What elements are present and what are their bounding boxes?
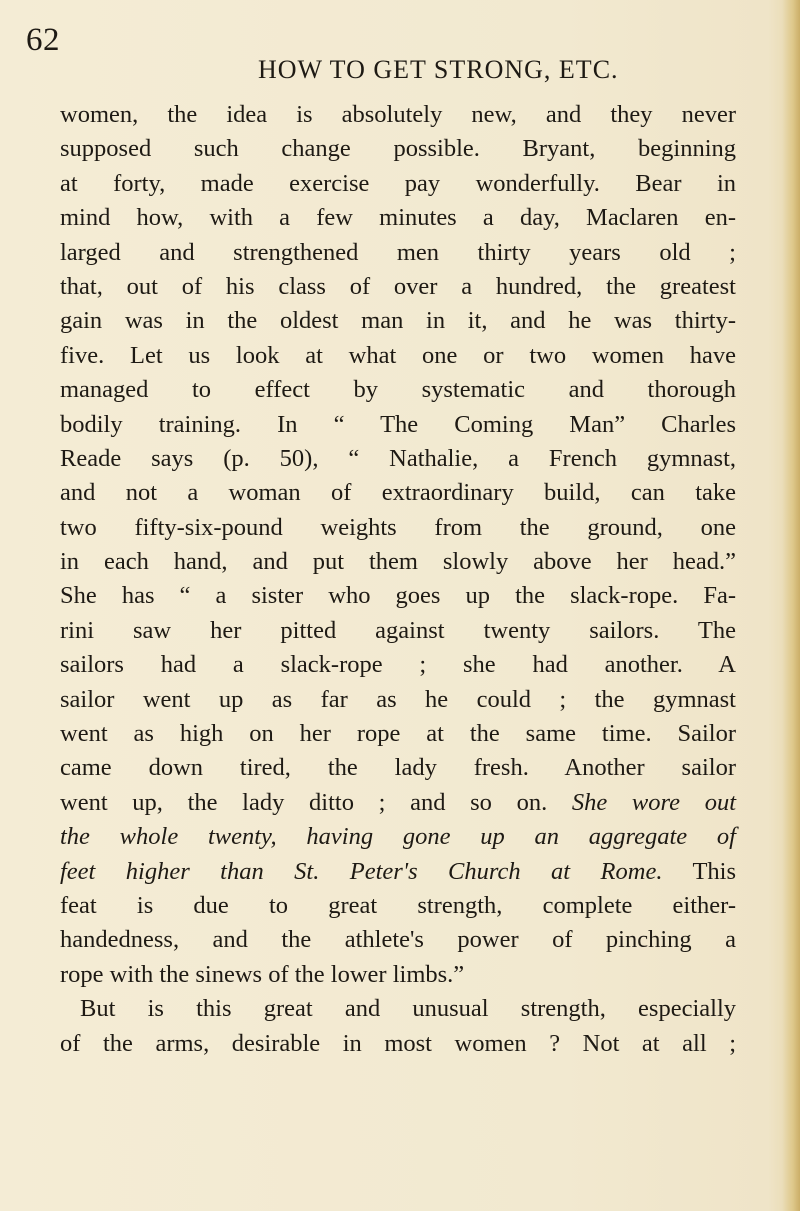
- text-line: rope with the sinews of the lower limbs.”: [60, 960, 465, 988]
- text-line-segment: This: [692, 857, 737, 885]
- text-line: feat is due to great strength, complete either-: [60, 891, 736, 919]
- italic-segment: She wore out: [571, 788, 736, 816]
- text-line: gain was in the oldest man in it, and he was thirty-: [60, 307, 736, 335]
- text-line: two fifty-six-pound weights from the ground, one: [60, 513, 736, 541]
- text-line-segment: went up, the lady ditto ; and so on.: [60, 788, 548, 816]
- body-text: [60, 98, 736, 1061]
- text-line: rini saw her pitted against twenty sailors. The: [60, 616, 736, 644]
- text-line: that, out of his class of over a hundred, the greatest: [60, 272, 736, 300]
- text-line: five. Let us look at what one or two women have: [60, 341, 736, 369]
- page-edge-shadow: [782, 0, 800, 1211]
- running-head: HOW TO GET STRONG, ETC.: [258, 55, 619, 84]
- italic-segment: feet higher than St. Peter's Church at Rome.: [60, 857, 663, 885]
- text-line: and not a woman of extraordinary build, can take: [60, 479, 736, 507]
- text-line-mixed: [60, 786, 736, 820]
- text-line: Reade says (p. 50), “ Nathalie, a French gymnast,: [60, 444, 736, 472]
- text-line: handedness, and the athlete's power of pinching a: [60, 926, 736, 954]
- text-line-italic: the whole twenty, having gone up an aggregate of: [60, 823, 736, 851]
- text-line: in each hand, and put them slowly above her head.”: [60, 548, 736, 576]
- text-line-mixed: [60, 855, 736, 889]
- text-line: supposed such change possible. Bryant, beginning: [60, 135, 736, 163]
- text-line: sailor went up as far as he could ; the gymnast: [60, 685, 736, 713]
- text-line: went as high on her rope at the same time. Sailor: [60, 720, 736, 748]
- text-line: of the arms, desirable in most women ? Not at all ;: [60, 1029, 736, 1057]
- text-line: sailors had a slack-rope ; she had another. A: [60, 651, 736, 679]
- page-number: 62: [26, 22, 60, 58]
- text-line: larged and strengthened men thirty years old ;: [60, 238, 736, 266]
- text-line: managed to effect by systematic and thorough: [60, 376, 736, 404]
- text-line: bodily training. In “ The Coming Man” Charles: [60, 410, 736, 438]
- text-line: But is this great and unusual strength, especially: [80, 995, 736, 1023]
- text-line: She has “ a sister who goes up the slack-rope. Fa-: [60, 582, 736, 610]
- text-line: at forty, made exercise pay wonderfully. Bear in: [60, 169, 736, 197]
- text-line: women, the idea is absolutely new, and they never: [60, 101, 736, 128]
- text-line: mind how, with a few minutes a day, Maclaren en-: [60, 204, 736, 232]
- text-line: came down tired, the lady fresh. Another sailor: [60, 754, 736, 782]
